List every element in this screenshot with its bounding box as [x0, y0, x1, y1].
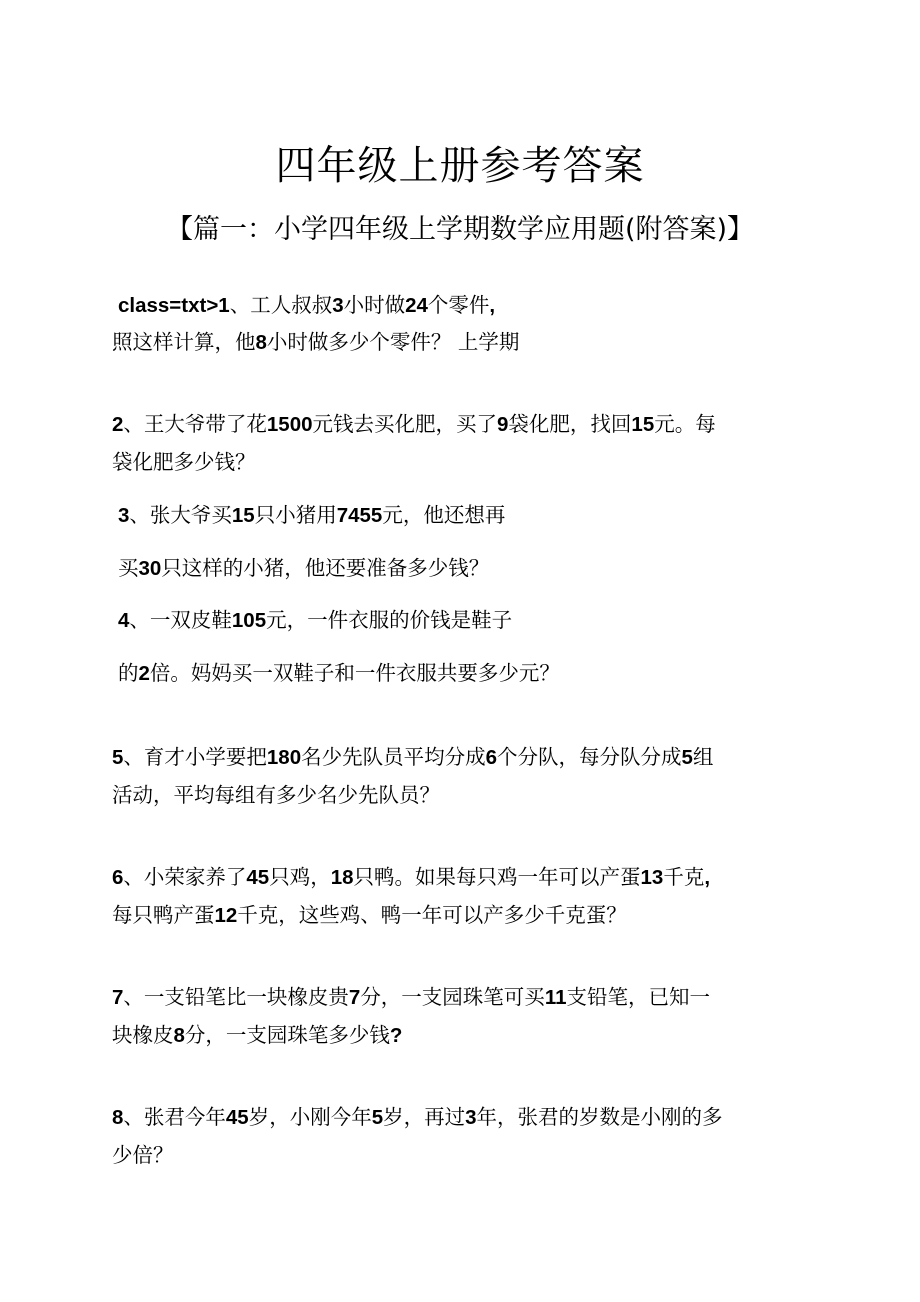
- bold-number: 12: [214, 904, 238, 927]
- text-line: [118, 553, 489, 584]
- bold-number: 3: [465, 1106, 477, 1129]
- bold-number: 2: [138, 662, 150, 685]
- text-line: [118, 290, 495, 321]
- text-segment: 岁，再过: [383, 1105, 466, 1129]
- text-segment: 分，一支园珠笔多少钱: [184, 1023, 390, 1047]
- text-segment: 元，一件衣服的价钱是鞋子: [266, 608, 513, 632]
- text-segment: 、一双皮鞋: [129, 608, 232, 632]
- text-segment: 组: [692, 745, 714, 769]
- text-segment: 、育才小学要把: [123, 745, 267, 769]
- text-segment: 分，一支园珠笔可买: [360, 985, 545, 1009]
- bold-number: 6: [112, 866, 124, 889]
- text-segment: 个零件: [427, 293, 490, 317]
- text-line: [112, 1102, 723, 1133]
- text-segment: 、张大爷买: [129, 503, 232, 527]
- bold-number: 24: [405, 294, 428, 317]
- text-segment: 买: [118, 556, 139, 580]
- bold-number: 15: [631, 413, 655, 436]
- bold-number: 9: [497, 413, 509, 436]
- text-segment: 块橡皮: [112, 1023, 174, 1047]
- bold-number: ?: [389, 1024, 403, 1047]
- text-line: [118, 605, 512, 636]
- bold-number: 7: [112, 986, 124, 1009]
- bold-number: 45: [225, 1106, 249, 1129]
- text-segment: 、一支铅笔比一块橡皮贵: [123, 985, 349, 1009]
- text-segment: 、王大爷带了花: [123, 412, 267, 436]
- text-segment: 千克: [663, 865, 705, 889]
- bold-number: ,: [704, 866, 711, 889]
- text-segment: 倍。妈妈买一双鞋子和一件衣服共要多少元？: [149, 661, 560, 685]
- bold-number: 5: [371, 1106, 384, 1129]
- bold-number: 3: [332, 294, 344, 317]
- text-segment: 少倍？: [112, 1143, 174, 1167]
- bold-number: 180: [266, 746, 302, 769]
- text-line: [118, 500, 505, 531]
- bold-number: 30: [138, 557, 162, 580]
- bold-number: 5: [681, 746, 693, 769]
- text-segment: 活动，平均每组有多少名少先队员？: [112, 783, 440, 807]
- bold-number: 6: [485, 746, 498, 769]
- text-segment: 元。每: [654, 412, 716, 436]
- bold-number: 7: [348, 986, 361, 1009]
- text-segment: 小时做多少个零件？ 上学期: [266, 330, 520, 354]
- text-line: [112, 862, 710, 893]
- text-segment: 只鸭。如果每只鸡一年可以产蛋: [353, 865, 641, 889]
- bold-number: 3: [118, 504, 130, 527]
- text-segment: 千克，这些鸡、鸭一年可以产多少千克蛋？: [237, 903, 627, 927]
- text-segment: 岁，小刚今年: [248, 1105, 372, 1129]
- section-heading: 【篇一：小学四年级上学期数学应用题(附答案)】: [165, 214, 755, 246]
- text-segment: 袋化肥多少钱？: [112, 450, 256, 474]
- text-segment: 支铅笔，已知一: [566, 985, 710, 1009]
- text-segment: 照这样计算，他: [112, 330, 256, 354]
- text-segment: 名少先队员平均分成: [301, 745, 486, 769]
- bold-number: 8: [112, 1106, 124, 1129]
- text-line: [112, 327, 519, 358]
- text-segment: 只这样的小猪，他还要准备多少钱？: [161, 556, 490, 580]
- text-segment: 袋化肥，找回: [508, 412, 632, 436]
- bold-number: 15: [231, 504, 255, 527]
- bold-number: 105: [231, 609, 267, 632]
- bold-number: 2: [112, 413, 124, 436]
- text-segment: 年，张君的岁数是小刚的多: [476, 1105, 723, 1129]
- text-segment: 个分队，每分队分成: [497, 745, 682, 769]
- page-title: 四年级上册参考答案: [275, 142, 645, 189]
- bold-number: 11: [544, 986, 567, 1009]
- bold-number: 7455: [336, 504, 383, 527]
- text-line: [118, 658, 560, 689]
- text-line: [112, 1020, 402, 1051]
- text-segment: 只小猪用: [254, 503, 337, 527]
- bold-number: 1500: [266, 413, 313, 436]
- bold-number: 45: [246, 866, 270, 889]
- bold-number: 8: [255, 331, 267, 354]
- text-line: [112, 982, 710, 1013]
- text-segment: 、张君今年: [123, 1105, 226, 1129]
- text-segment: 元，他还想再: [382, 503, 506, 527]
- text-line: [112, 742, 713, 773]
- text-line: [112, 900, 627, 931]
- text-segment: 的: [118, 661, 139, 685]
- text-line: [112, 780, 440, 810]
- text-segment: 、工人叔叔: [229, 293, 333, 317]
- text-line: [112, 1140, 174, 1170]
- text-line: [112, 409, 716, 440]
- bold-number: 5: [112, 746, 124, 769]
- text-segment: 每只鸭产蛋: [112, 903, 215, 927]
- text-segment: 只鸡，: [269, 865, 331, 889]
- text-line: [112, 447, 256, 477]
- bold-number: ,: [489, 294, 496, 317]
- bold-number: 8: [173, 1024, 185, 1047]
- text-segment: 、小荣家养了: [123, 865, 247, 889]
- text-segment: 元钱去买化肥，买了: [312, 412, 498, 436]
- bold-number: class=txt>1: [118, 294, 230, 317]
- text-segment: 小时做: [343, 293, 406, 317]
- bold-number: 18: [330, 866, 354, 889]
- bold-number: 4: [118, 609, 130, 632]
- bold-number: 13: [640, 866, 664, 889]
